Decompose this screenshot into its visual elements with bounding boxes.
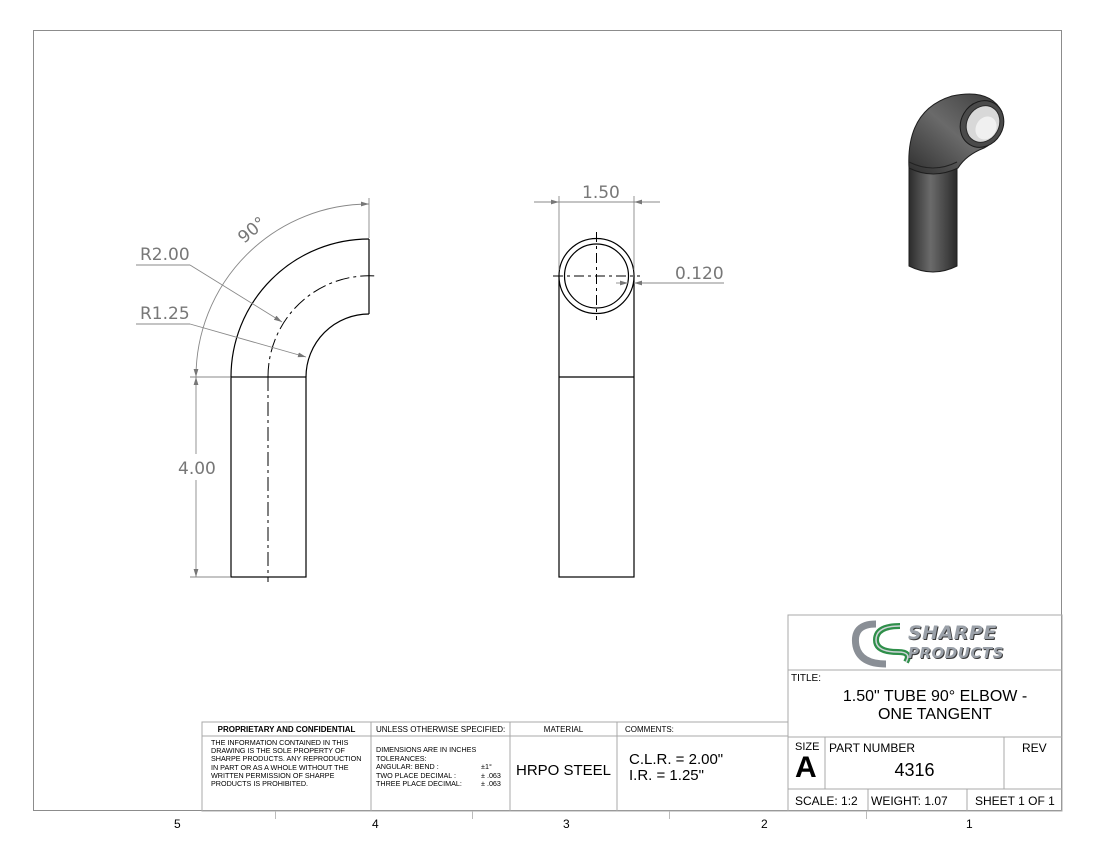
zone-tick: [866, 811, 867, 819]
sheet-text: SHEET 1 OF 1: [975, 794, 1055, 808]
rev-label: REV: [1022, 741, 1047, 755]
confidential-heading: PROPRIETARY AND CONFIDENTIAL: [217, 725, 356, 734]
r125-leader: [190, 324, 306, 357]
wall-dim-label: 0.120: [675, 264, 724, 284]
comment-clr: C.L.R. = 2.00": [629, 751, 724, 768]
tolerances-title: TOLERANCES:: [376, 753, 427, 763]
zone-label-2: 2: [761, 817, 768, 831]
title-label: TITLE:: [791, 673, 822, 684]
isometric-view: [909, 93, 1012, 272]
tolerance-row: TWO PLACE DECIMAL : ± .063: [376, 770, 501, 780]
logo-word-sharpe: SHARPE: [908, 622, 997, 644]
part-number-label: PART NUMBER: [829, 741, 916, 755]
comments-body: [629, 752, 723, 784]
tolerances-units: DIMENSIONS ARE IN INCHES: [376, 745, 477, 754]
confidential-body: THE INFORMATION CONTAINED IN THIS DRAWING IS THE SOLE PROPERTY OF SHARPE PRODUCTS. ANY REPRODUCTION IN PART OR AS A WHOLE WITHOUT THE WRITTEN PERMISSION OF SHARPE PRODUCTS IS PROHIBITED.: [211, 738, 362, 789]
outer-radius-label: R2.00: [140, 245, 190, 265]
diameter-dim-label: 1.50: [582, 183, 620, 203]
length-dim-label: 4.00: [178, 459, 216, 479]
size-value: A: [795, 751, 817, 784]
zone-label-3: 3: [563, 817, 570, 831]
title-line-1: 1.50" TUBE 90° ELBOW -: [842, 688, 1028, 705]
zone-label-4: 4: [372, 817, 379, 831]
r200-leader: [190, 265, 282, 322]
sharpe-logo-mark: [855, 624, 907, 664]
front-view: [534, 183, 724, 577]
size-label: SIZE: [795, 741, 820, 753]
comments-heading: COMMENTS:: [625, 725, 674, 734]
title-line-2: ONE TANGENT: [877, 706, 993, 723]
zone-tick: [275, 811, 276, 819]
tolerances-block: [376, 746, 501, 789]
weight-text: WEIGHT: 1.07: [871, 794, 948, 808]
zone-tick: [472, 811, 473, 819]
zone-tick: [669, 811, 670, 819]
front-body: [559, 276, 634, 577]
drawing-title: [790, 688, 1080, 724]
side-view: [136, 198, 376, 582]
material-value: HRPO STEEL: [515, 762, 612, 779]
inner-radius-label: R1.25: [140, 304, 190, 324]
elbow-centerline: [268, 276, 376, 377]
part-number-value: 4316: [894, 760, 935, 780]
elbow-inner-arc: [306, 314, 369, 377]
tolerances-heading: UNLESS OTHERWISE SPECIFIED:: [376, 725, 506, 734]
comment-ir: I.R. = 1.25": [629, 767, 704, 784]
zone-label-1: 1: [966, 817, 973, 831]
scale-text: SCALE: 1:2: [795, 794, 858, 808]
tolerance-row: THREE PLACE DECIMAL: ± .063: [376, 779, 501, 789]
tolerance-row: ANGULAR: BEND : ±1°: [376, 762, 492, 772]
material-heading: MATERIAL: [543, 725, 584, 734]
elbow-outer-arc: [231, 239, 369, 377]
zone-label-5: 5: [174, 817, 181, 831]
logo-word-products: PRODUCTS: [908, 644, 1004, 662]
angle-dim-label: 90°: [234, 213, 271, 248]
angle-dim-arc: [196, 204, 369, 377]
